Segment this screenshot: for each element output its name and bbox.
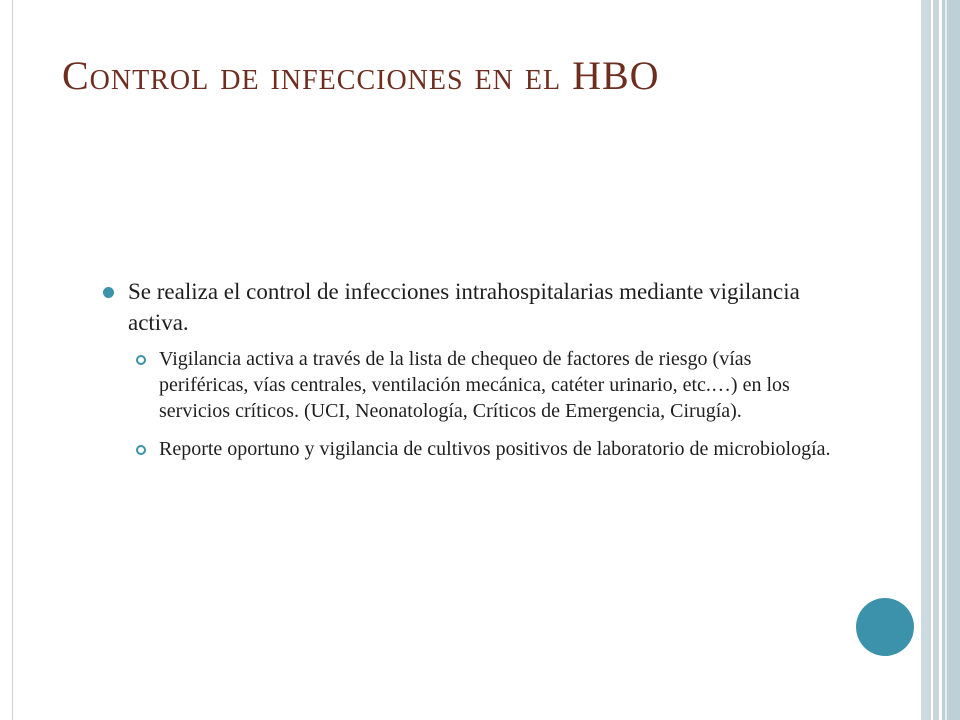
decorative-stripe (945, 0, 947, 720)
sub-bullet-ring-icon (136, 445, 146, 455)
decorative-circle-icon (856, 598, 914, 656)
slide-content (100, 276, 840, 474)
sub-bullet-item (100, 436, 840, 462)
sub-bullet-item (100, 346, 840, 424)
slide-title: Control de infecciones en el HBO (62, 53, 660, 98)
sub-bullet-ring-icon (136, 355, 146, 365)
bullet-item (100, 276, 840, 338)
sub-bullet-text: Reporte oportuno y vigilancia de cultivos positivos de laboratorio de microbiología. (159, 438, 831, 460)
sub-bullet-text: Vigilancia activa a través de la lista de chequeo de factores de riesgo (vías periféricas, vías centrales, ventilación mecánica, catéter urinario, etc.…) en los servicios críticos. (UCI, Neonatología, Críticos de Emergencia, Cirugía). (159, 348, 790, 422)
bullet-dot-icon (103, 287, 114, 298)
bullet-text: Se realiza el control de infecciones intrahospitalarias mediante vigilancia activa. (128, 279, 800, 335)
decorative-stripe (921, 0, 931, 720)
